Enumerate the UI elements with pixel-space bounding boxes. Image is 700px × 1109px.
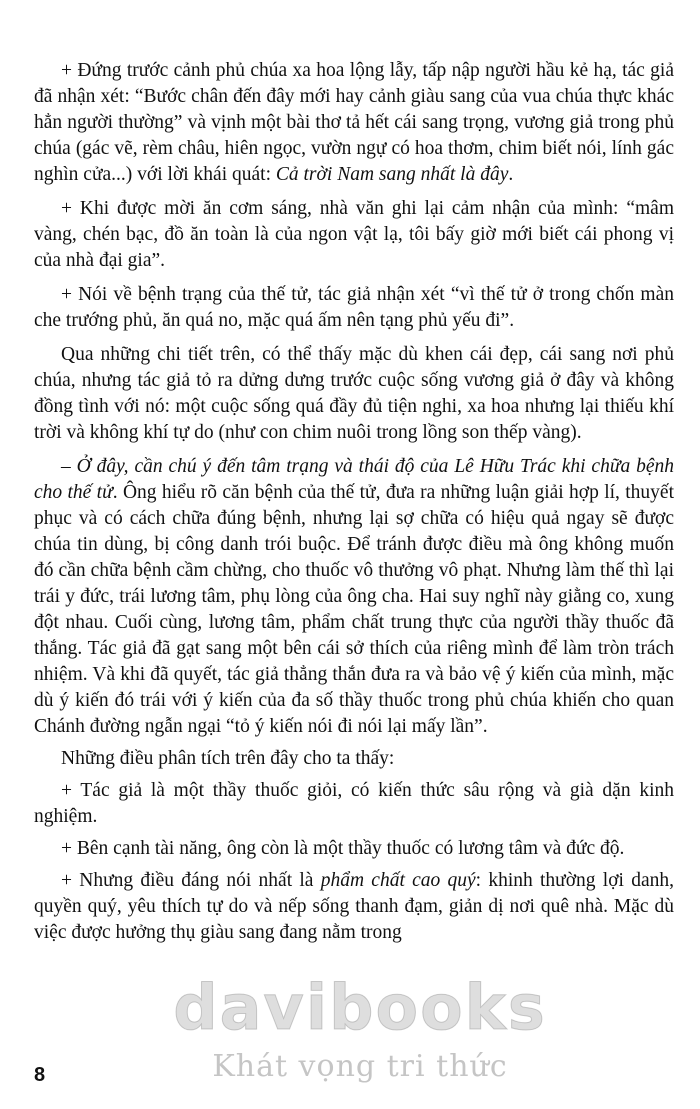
watermark-logo: davibooks [173, 971, 547, 1044]
italic-lead: – Ở đây, cần chú ý đến tâm trạng và thái độ của Lê Hữu Trác khi chữa bệnh cho thế tử [34, 456, 674, 503]
text-segment: + Khi được mời ăn cơm sáng, nhà văn ghi lại cảm nhận của mình: “mâm vàng, chén bạc, đồ ăn toàn là của ngon vật lạ, tôi bấy giờ mới biết cái phong vị của nhà đại gia”. [34, 198, 674, 271]
paragraph-prince-illness [34, 282, 674, 334]
text-segment: . Ông hiểu rõ căn bệnh của thế tử, đưa ra những luận giải hợp lí, thuyết phục và có cách chữa đúng bệnh, nhưng lại sợ chữa có hiệu quả ngay sẽ được chúa tin dùng, bị công danh trói buộc. Để tránh được điều mà ông không muốn đó cần chữa bệnh cầm chừng, cho thuốc vô thưởng vô phạt. Nhưng làm thế thì lại trái y đức, trái lương tâm, phụ lòng của ông cha. Hai suy nghĩ này giằng co, xung đột nhau. Cuối cùng, lương tâm, phẩm chất trung thực của người thầy thuốc đã thắng. Tác giả đã gạt sang một bên cái sở thích của riêng mình để làm tròn trách nhiệm. Và khi đã quyết, tác giả thẳng thắn đưa ra và bảo vệ ý kiến của mình, mặc dù ý kiến đó trái với ý kiến của đa số thầy thuốc trong phủ chúa khiến cho quan Chánh đường ngẫn ngại “tỏ ý kiến nói đi nói lại mấy lần”. [34, 482, 674, 737]
page-number: 8 [34, 1064, 46, 1086]
paragraph-noble-quality [34, 868, 674, 946]
paragraph-conclusion-intro [34, 746, 674, 772]
text-segment: + Tác giả là một thầy thuốc giỏi, có kiến thức sâu rộng và già dặn kinh nghiệm. [34, 780, 674, 827]
text-segment: + Đứng trước cảnh phủ chúa xa hoa lộng lẫy, tấp nập người hầu kẻ hạ, tác giả đã nhận xét: “Bước chân đến đây mới hay cảnh giàu sang của vua chúa thực khác hẳn người thường” và vịnh một bài thơ tả hết cái sang trọng, vương giả trong phủ chúa (gác vẽ, rèm châu, hiên ngọc, vườn ngự có hoa thơm, chim biết nói, lính gác nghìn cửa...) với lời khái quát: [34, 60, 674, 185]
book-page-text [34, 58, 674, 954]
paragraph-conscience [34, 836, 674, 862]
italic-phrase: phẩm chất cao quý [320, 870, 476, 891]
text-segment: + Nói về bệnh trạng của thế tử, tác giả nhận xét “vì thế tử ở trong chốn màn che trướng phủ, ăn quá no, mặc quá ấm nên tạng phủ yếu đi”. [34, 284, 674, 331]
text-segment: Những điều phân tích trên đây cho ta thấy: [61, 748, 395, 769]
text-segment: Qua những chi tiết trên, có thể thấy mặc dù khen cái đẹp, cái sang nơi phủ chúa, nhưng tác giả tỏ ra dửng dưng trước cuộc sống vương giả ở đây và không đồng tình với nó: một cuộc sống quá đầy đủ tiện nghi, xa hoa nhưng lại thiếu khí trời và không khí tự do (như con chim nuôi trong lồng son thếp vàng). [34, 344, 674, 443]
paragraph-author-attitude [34, 342, 674, 446]
watermark-tagline: Khát vọng tri thức [212, 1049, 508, 1084]
publisher-watermark [150, 971, 570, 1084]
text-segment: : khinh thường lợi danh, quyền quý, yêu thích tự do và nếp sống thanh đạm, giản dị nơi quê nhà. Mặc dù việc được hưởng thụ giàu sang đang nằm trong [34, 870, 674, 943]
text-segment: + Nhưng điều đáng nói nhất là [61, 870, 321, 891]
paragraph-breakfast [34, 196, 674, 274]
paragraph-skilled-doctor [34, 778, 674, 830]
paragraph-palace-luxury [34, 58, 674, 188]
paragraph-treatment-dilemma [34, 454, 674, 740]
text-segment: + Bên cạnh tài năng, ông còn là một thầy thuốc có lương tâm và đức độ. [61, 838, 625, 859]
text-segment: . [508, 164, 514, 185]
italic-quote: Cả trời Nam sang nhất là đây [275, 164, 509, 185]
